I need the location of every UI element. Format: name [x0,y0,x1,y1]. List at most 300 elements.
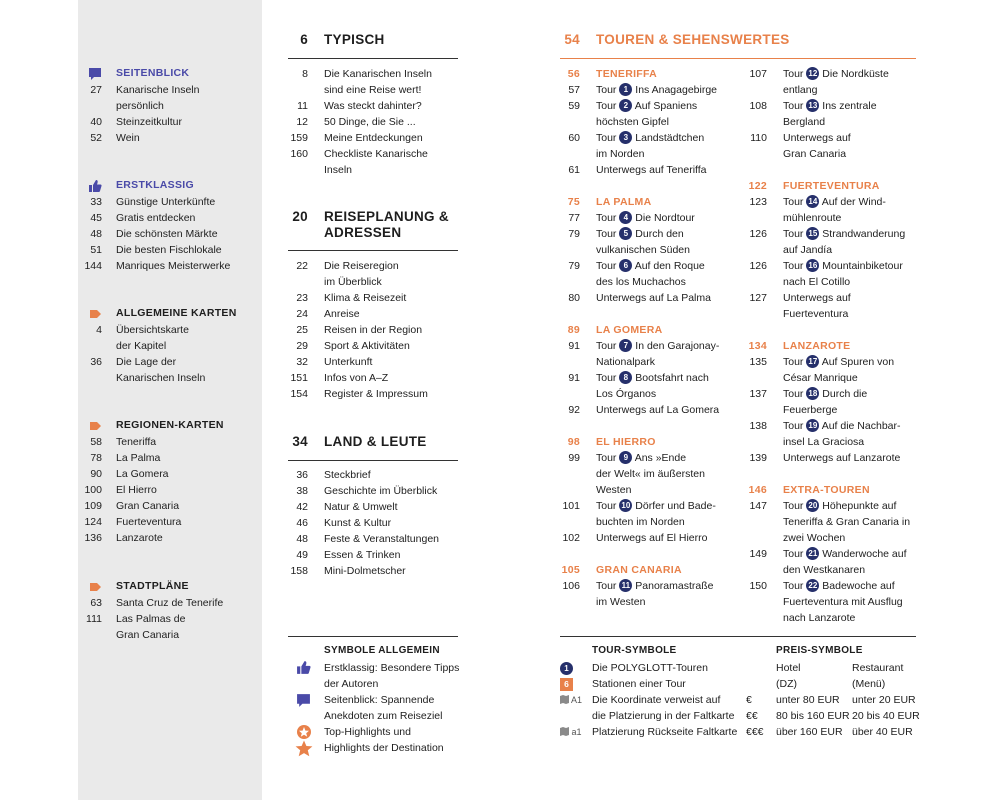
entry-text [596,258,705,274]
tour-number-icon: 22 [806,579,819,592]
page-number: 24 [296,308,308,320]
toc-entry[interactable] [288,354,468,370]
toc-entry[interactable] [560,114,740,130]
entry-text: Übersichtskarte [116,324,189,336]
regionen-karten-section [78,418,262,546]
reiseplanung-title-line1: REISEPLANUNG & [324,209,449,224]
toc-entry[interactable] [288,290,468,306]
page-number: 79 [568,228,580,240]
toc-entry[interactable] [560,466,740,482]
page-number: 78 [90,452,102,464]
preis-hotel-2: über 160 EUR [776,726,843,738]
toc-entry[interactable] [747,402,927,418]
entry-text: Fuerteventura [783,308,849,320]
toc-entry[interactable] [288,370,468,386]
entry-text: im Westen [596,596,646,608]
toc-entry[interactable] [560,338,740,354]
tour-prefix: Tour [596,500,617,512]
toc-entry[interactable] [747,98,927,114]
entry-text: Unterwegs auf Lanzarote [783,452,901,464]
toc-entry[interactable] [78,627,262,643]
entry-text [596,226,684,242]
tour-symbol-text-2: Die Koordinate verweist auf [592,694,721,706]
spacer [560,546,740,562]
legend-erstklassig-line2: der Autoren [324,678,379,690]
entry-text [596,130,704,146]
toc-entry[interactable] [747,530,927,546]
tour-title: Strandwanderung [822,228,906,240]
toc-entry[interactable] [288,130,468,146]
toc-entry[interactable] [560,402,740,418]
page-number: 127 [749,292,767,304]
toc-entry[interactable] [560,146,740,162]
entry-text: Manriques Meisterwerke [116,260,231,272]
toc-entry[interactable] [288,98,468,114]
regionen-karten-title: REGIONEN-KARTEN [116,419,224,431]
toc-entry[interactable] [560,498,740,514]
toc-entry[interactable] [560,242,740,258]
page-number: 52 [90,132,102,144]
entry-text: Anreise [324,308,360,320]
seitenblick-section [78,66,262,146]
page-number: 33 [90,196,102,208]
typisch-title: TYPISCH [324,32,385,47]
page-number: 135 [749,356,767,368]
toc-entry[interactable] [747,370,927,386]
toc-entry[interactable] [747,146,927,162]
page-number: 90 [90,468,102,480]
entry-text: Checkliste Kanarische [324,148,428,160]
page-number: 111 [86,613,102,625]
toc-entry[interactable] [747,130,927,146]
toc-entry[interactable] [78,530,262,546]
tour-title: Ans »Ende [634,452,687,464]
toc-entry[interactable] [747,306,927,322]
toc-entry[interactable] [747,562,927,578]
page-number: 36 [90,356,102,368]
toc-entry[interactable] [78,242,262,258]
page-number: 60 [568,132,580,144]
page-number: 122 [748,180,767,192]
entry-text: sind eine Reise wert! [324,84,422,96]
tour-title: Durch die [822,388,868,400]
toc-entry[interactable] [288,114,468,130]
toc-entry[interactable] [78,194,262,210]
entry-text: 50 Dinge, die Sie ... [324,116,416,128]
tour-prefix: Tour [596,212,617,224]
page-number: 29 [296,340,308,352]
entry-text: mühlenroute [783,212,842,224]
toc-entry[interactable] [560,370,740,386]
toc-entry[interactable] [288,483,468,499]
page-number: 110 [750,132,767,144]
preis-symbol-1: €€ [746,710,758,722]
page-number: 92 [568,404,580,416]
page-number: 158 [290,565,308,577]
toc-entry[interactable] [747,242,927,258]
preis-symbole-title: PREIS-SYMBOLE [776,645,863,656]
page-number: 149 [749,548,767,560]
toc-entry[interactable] [560,258,740,274]
page-number: 146 [748,484,767,496]
tour-number-icon: 21 [806,547,819,560]
page-number: 154 [290,388,308,400]
toc-entry[interactable] [78,226,262,242]
toc-entry[interactable] [560,386,740,402]
tour-title: Höhepunkte auf [822,500,897,512]
tour-prefix: Tour [783,420,804,432]
page-number: 58 [90,436,102,448]
entry-text: Santa Cruz de Tenerife [116,597,224,609]
reiseplanung-title-line2: ADRESSEN [324,225,402,240]
entry-text: Mini-Dolmetscher [324,565,406,577]
entry-text: Kanarische Inseln [116,84,200,96]
toc-entry[interactable] [747,66,927,82]
entry-text: Infos von A–Z [324,372,389,384]
toc-entry[interactable] [747,514,927,530]
entry-text [596,450,686,466]
tour-title: Auf Spuren von [821,356,895,368]
entry-text: nach El Cotillo [783,276,851,288]
entry-text: des los Muchachos [596,276,686,288]
entry-text: Wein [116,132,140,144]
page-number: 160 [290,148,308,160]
erstklassig-section [78,178,262,274]
entry-text: im Überblick [324,276,382,288]
page-number: 49 [296,549,308,561]
entry-text: buchten im Norden [596,516,685,528]
entry-text: Die schönsten Märkte [116,228,218,240]
toc-entry[interactable] [747,226,927,242]
tour-title: Dörfer und Bade- [635,500,716,512]
tour-title: Auf der Wind- [821,196,886,208]
star-highlight-icon [295,740,313,757]
toc-entry[interactable] [747,386,927,402]
tour-title: Panoramastraße [635,580,714,592]
toc-entry[interactable] [747,546,927,562]
preis-sub-restaurant: (Menü) [852,678,886,690]
toc-entry[interactable] [288,322,468,338]
tour-title: Auf Spaniens [634,100,698,112]
tour-number-icon: 19 [806,419,819,432]
tour-title: Landstädtchen [635,132,705,144]
entry-text: der Welt« im äußersten [596,468,705,480]
toc-entry[interactable] [288,563,468,579]
toc-entry[interactable] [560,274,740,290]
toc-entry[interactable] [747,594,927,610]
entry-text: Reisen in der Region [324,324,423,336]
toc-entry[interactable] [560,98,740,114]
tour-prefix: Tour [596,452,617,464]
toc-entry[interactable] [78,498,262,514]
toc-entry[interactable] [747,290,927,306]
page-number: 57 [568,84,580,96]
tour-title: Bootsfahrt nach [635,372,709,384]
toc-entry[interactable] [747,434,927,450]
entry-text [783,578,895,594]
entry-text: Die Reiseregion [324,260,399,272]
entry-text: Günstige Unterkünfte [116,196,216,208]
entry-text: Unterwegs auf [783,132,851,144]
entry-text [596,82,717,98]
page-number: 102 [562,532,580,544]
toc-entry[interactable] [288,515,468,531]
region-heading [560,66,740,82]
page-number: 40 [90,116,102,128]
page-number: 51 [90,244,102,256]
page-number: 126 [749,228,767,240]
toc-entry[interactable] [747,498,927,514]
toc-entry[interactable] [560,514,740,530]
page-number: 27 [90,84,102,96]
tour-title: Auf die Nachbar- [821,420,901,432]
legend-erstklassig-line1: Erstklassig: Besondere Tipps [324,662,460,674]
toc-entry[interactable] [78,130,262,146]
tour-prefix: Tour [596,260,617,272]
toc-entry[interactable] [560,162,740,178]
toc-entry[interactable] [78,258,262,274]
toc-entry[interactable] [288,82,468,98]
entry-text: nach Lanzarote [783,612,856,624]
entry-text: Unterwegs auf Teneriffa [596,164,707,176]
tour-symbol-text-3: die Platzierung in der Faltkarte [592,710,735,722]
toc-entry[interactable] [288,386,468,402]
tour-prefix: Tour [783,100,804,112]
page-number: 56 [567,68,580,80]
toc-entry[interactable] [747,114,927,130]
toc-entry[interactable] [560,210,740,226]
toc-entry[interactable] [288,258,468,274]
toc-entry[interactable] [560,450,740,466]
tour-symbol-text-1: Stationen einer Tour [592,678,686,690]
entry-text: El Hierro [116,484,157,496]
entry-text [596,578,713,594]
entry-text: Die besten Fischlokale [116,244,222,256]
tour-station-icon: 6 [560,678,573,691]
toc-entry[interactable] [288,306,468,322]
page-number: 89 [567,324,580,336]
entry-text: Fuerteventura [116,516,182,528]
entry-text [596,498,716,514]
entry-text [783,418,901,434]
toc-entry[interactable] [288,338,468,354]
tour-number-icon: 2 [619,99,632,112]
toc-entry[interactable] [747,418,927,434]
tour-number-icon: 7 [619,339,632,352]
toc-entry[interactable] [288,66,468,82]
toc-entry[interactable] [78,466,262,482]
land-leute-title: LAND & LEUTE [324,434,427,449]
page-number: 11 [297,100,308,112]
thumbs-up-icon [296,660,311,675]
typisch-page-number: 6 [300,32,308,47]
page-number: 138 [749,420,767,432]
speech-bubble-icon [88,67,102,81]
tour-title: In den Garajonay- [635,340,720,352]
toc-entry[interactable] [78,595,262,611]
entry-text: Lanzarote [116,532,163,544]
toc-entry[interactable] [747,274,927,290]
reiseplanung-page-number: 20 [292,209,308,224]
entry-text: Natur & Umwelt [324,501,398,513]
page-number: 108 [749,100,767,112]
page-number: 8 [302,68,308,80]
map-coordinate-icon [560,692,590,708]
region-name: EXTRA-TOUREN [783,484,870,496]
toc-entry[interactable] [747,354,927,370]
spacer [747,466,927,482]
tour-title: Die Nordtour [635,212,695,224]
entry-text: La Palma [116,452,161,464]
preis-head-restaurant: Restaurant [852,662,904,674]
entry-text: Kanarischen Inseln [116,372,206,384]
toc-entry[interactable] [78,450,262,466]
page-number: 109 [84,500,102,512]
tour-title: Ins zentrale [822,100,877,112]
land-leute-page-number: 34 [292,434,308,449]
entry-text [783,546,907,562]
toc-entry[interactable] [560,594,740,610]
entry-text: Unterwegs auf [783,292,851,304]
tour-title: Auf den Roque [634,260,705,272]
page-number: 48 [90,228,102,240]
legend-rule-right [560,636,916,637]
toc-entry[interactable] [78,98,262,114]
speech-bubble-icon [296,693,311,708]
entry-text: Register & Impressum [324,388,428,400]
tour-prefix: Tour [596,228,617,240]
touren-page-number: 54 [564,32,580,47]
page-number: 4 [96,324,102,336]
tour-number-icon: 5 [619,227,632,240]
toc-entry[interactable] [747,194,927,210]
tour-prefix: Tour [783,500,804,512]
preis-sub-hotel: (DZ) [776,678,797,690]
toc-entry[interactable] [78,482,262,498]
page-number: 32 [296,356,308,368]
toc-entry[interactable] [747,610,927,626]
tour-title: Die Nordküste [822,68,889,80]
allgemeine-karten-title: ALLGEMEINE KARTEN [116,307,237,319]
entry-text: der Kapitel [116,340,167,352]
toc-entry[interactable] [560,354,740,370]
toc-entry[interactable] [78,210,262,226]
spacer [747,162,927,178]
preis-hotel-1: 80 bis 160 EUR [776,710,850,722]
toc-entry[interactable] [288,146,468,162]
map-coordinate-back-icon [560,724,590,740]
entry-text: zwei Wochen [783,532,846,544]
tour-number-icon: 1 [560,662,573,675]
tour-number-icon: 17 [806,355,819,368]
toc-entry[interactable] [560,578,740,594]
toc-entry[interactable] [78,434,262,450]
toc-entry[interactable] [78,370,262,386]
entry-text [783,226,905,242]
toc-entry[interactable] [78,82,262,98]
tour-number-icon: 14 [806,195,819,208]
entry-text: Die Lage der [116,356,177,368]
region-name: LA PALMA [596,196,652,208]
stadtplaene-title: STADTPLÄNE [116,580,189,592]
page-number: 23 [296,292,308,304]
page-number: 91 [568,372,580,384]
page-number: 106 [562,580,580,592]
toc-entry[interactable] [747,578,927,594]
entry-text [783,354,894,370]
page-number: 99 [568,452,580,464]
toc-entry[interactable] [560,226,740,242]
page-number: 147 [749,500,767,512]
toc-entry[interactable] [747,210,927,226]
preis-symbol-2: €€€ [746,726,764,738]
toc-entry[interactable] [78,354,262,370]
tour-title: Badewoche auf [822,580,895,592]
toc-entry[interactable] [560,130,740,146]
toc-entry[interactable] [288,162,468,178]
toc-entry[interactable] [560,82,740,98]
region-name: FUERTEVENTURA [783,180,880,192]
preis-restaurant-1: 20 bis 40 EUR [852,710,920,722]
toc-entry[interactable] [747,450,927,466]
entry-text: im Norden [596,148,645,160]
thumbs-up-icon [88,179,102,193]
toc-entry[interactable] [560,530,740,546]
toc-entry[interactable] [288,274,468,290]
touren-rule [560,58,916,59]
page-number: 59 [568,100,580,112]
typisch-rule [288,58,458,59]
region-heading [747,178,927,194]
toc-entry[interactable] [78,322,262,338]
toc-entry[interactable] [288,499,468,515]
page-number: 139 [749,452,767,464]
tour-number-icon: 20 [806,499,819,512]
tour-prefix: Tour [596,100,617,112]
page-number: 144 [84,260,102,272]
page-number: 124 [84,516,102,528]
region-name: TENERIFFA [596,68,658,80]
page-number: 46 [296,517,308,529]
tour-number-icon: 8 [619,371,632,384]
toc-entry[interactable] [78,338,262,354]
page-number: 100 [84,484,102,496]
page-number: 98 [567,436,580,448]
toc-entry[interactable] [288,467,468,483]
entry-text: Las Palmas de [116,613,186,625]
toc-entry[interactable] [78,514,262,530]
spacer [560,418,740,434]
tour-prefix: Tour [783,260,804,272]
toc-entry[interactable] [288,531,468,547]
entry-text: Teneriffa [116,436,157,448]
entry-text [596,370,709,386]
entry-text [596,210,695,226]
toc-entry[interactable] [78,114,262,130]
top-highlight-icon [296,724,312,740]
entry-text: auf Jandía [783,244,833,256]
entry-text: persönlich [116,100,164,112]
toc-entry[interactable] [747,82,927,98]
toc-entry[interactable] [560,482,740,498]
tour-prefix: Tour [596,580,617,592]
region-heading [560,434,740,450]
toc-entry[interactable] [288,547,468,563]
tour-prefix: Tour [783,356,804,368]
toc-entry[interactable] [78,611,262,627]
toc-entry[interactable] [560,290,740,306]
toc-entry[interactable] [747,258,927,274]
